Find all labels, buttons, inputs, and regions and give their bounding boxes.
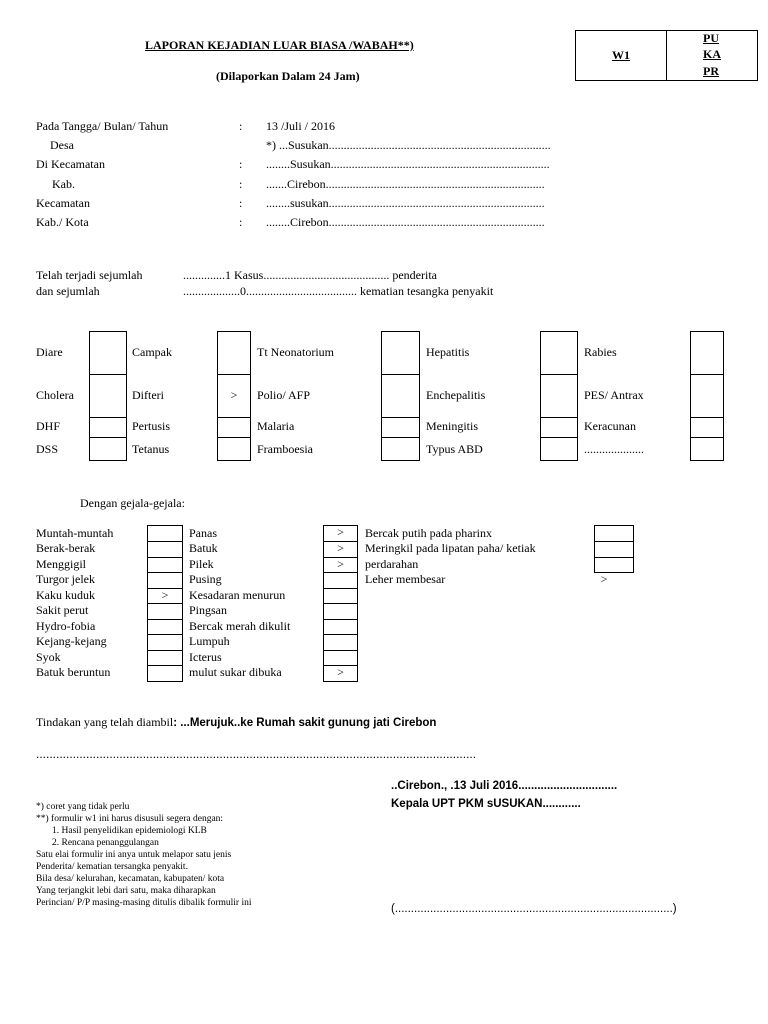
symptom-checkbox[interactable] [147, 557, 183, 573]
symptom-checkbox[interactable] [147, 572, 183, 589]
form-subtitle: (Dilaporkan Dalam 24 Jam) [216, 69, 360, 83]
symptom-label: Leher membesar [365, 572, 446, 586]
symptom-checkbox[interactable] [147, 525, 183, 542]
disease-label: Rabies [584, 345, 617, 359]
form-code-table [575, 30, 758, 81]
disease-label: Diare [36, 345, 63, 359]
info-label-kota: Kab./ Kota [36, 215, 89, 229]
footnote-line: 1. Hasil penyelidikan epidemiologi KLB [52, 826, 207, 836]
check-mark: > [337, 541, 344, 555]
disease-checkbox[interactable] [381, 417, 420, 438]
symptom-label: Pilek [189, 557, 214, 571]
symptom-label: Panas [189, 526, 217, 540]
footnote-line: Bila desa/ kelurahan, kecamatan, kabupaten/ kota [36, 874, 225, 884]
symptom-checkbox[interactable] [323, 588, 358, 604]
info-colon: : [239, 119, 243, 133]
symptom-label: Menggigil [36, 557, 86, 571]
symptom-label: Meringkil pada lipatan paha/ ketiak [365, 541, 536, 555]
footnote-line: *) coret yang tidak perlu [36, 802, 130, 812]
symptom-label: Batuk [189, 541, 218, 555]
disease-label: Tt Neonatorium [257, 345, 334, 359]
disease-checkbox[interactable] [89, 331, 127, 375]
summary-deaths-label: dan sejumlah [36, 284, 100, 298]
disease-checkbox[interactable] [690, 437, 724, 461]
disease-checkbox[interactable] [540, 417, 578, 438]
disease-label: Keracunan [584, 419, 636, 433]
action-dots: .................................................................................................................................... [36, 747, 477, 761]
info-label-kecamatan: Di Kecamatan [36, 157, 105, 171]
info-label-kecamatan-2: Kecamatan [36, 196, 90, 210]
footnote-line: **) formulir w1 ini harus disusuli segera dengan: [36, 814, 224, 824]
disease-label: Campak [132, 345, 172, 359]
summary-cases-value: ..............1 Kasus.......................................... penderita [183, 268, 437, 282]
disease-checkbox[interactable] [540, 331, 578, 375]
disease-label: Tetanus [132, 442, 170, 456]
symptom-checkbox[interactable] [323, 572, 358, 589]
info-value-kab: .......Cirebon......................................................................... [266, 177, 545, 191]
check-mark: > [230, 388, 238, 402]
symptom-checkbox[interactable] [323, 557, 358, 573]
symptom-checkbox[interactable] [323, 665, 358, 682]
code-pr: PR [703, 64, 719, 78]
symptom-checkbox[interactable] [323, 603, 358, 620]
info-value-kecamatan: ........Susukan......................................................................... [266, 157, 550, 171]
disease-label: Polio/ AFP [257, 388, 311, 402]
check-mark: > [337, 525, 344, 539]
symptom-checkbox[interactable] [594, 525, 634, 542]
summary-cases-label: Telah terjadi sejumlah [36, 268, 143, 282]
disease-checkbox[interactable] [217, 374, 251, 418]
symptom-checkbox[interactable] [594, 557, 634, 573]
symptom-checkbox[interactable] [323, 619, 358, 635]
symptom-label: Hydro-fobia [36, 619, 96, 633]
symptom-checkbox[interactable] [323, 541, 358, 558]
form-code: W1 [612, 48, 630, 62]
disease-checkbox[interactable] [540, 437, 578, 461]
disease-checkbox[interactable] [540, 374, 578, 418]
check-mark: > [600, 572, 608, 586]
check-mark: > [337, 557, 344, 571]
info-value-date: 13 /Juli / 2016 [266, 119, 336, 133]
info-label-desa: Desa [50, 138, 74, 152]
info-value-desa: *) ...Susukan.......................................................................... [266, 138, 551, 152]
symptom-checkbox[interactable] [147, 634, 183, 651]
action-label [36, 715, 436, 730]
symptom-checkbox[interactable] [323, 525, 358, 542]
disease-label: Meningitis [426, 419, 479, 433]
disease-label: PES/ Antrax [584, 388, 644, 402]
symptom-label: Bercak putih pada pharinx [365, 526, 492, 540]
symptom-checkbox[interactable] [594, 541, 634, 558]
symptom-label: Sakit perut [36, 603, 89, 617]
info-colon: : [239, 177, 243, 191]
footnote-line: Penderita/ kematian tersangka penyakit. [36, 862, 188, 872]
symptom-checkbox[interactable] [147, 541, 183, 558]
disease-checkbox[interactable] [89, 417, 127, 438]
symptom-label: Lumpuh [189, 634, 230, 648]
info-colon: : [239, 215, 243, 229]
symptom-checkbox[interactable] [147, 603, 183, 620]
symptom-label: Batuk beruntun [36, 665, 111, 679]
disease-checkbox[interactable] [690, 417, 724, 438]
symptom-label: perdarahan [365, 557, 419, 571]
signature-name-line[interactable]: (.......................................................................................) [391, 903, 677, 915]
symptom-label: mulut sukar dibuka [189, 665, 282, 679]
disease-checkbox[interactable] [381, 331, 420, 375]
form-title: LAPORAN KEJADIAN LUAR BIASA /WABAH**) [145, 38, 414, 52]
signature-title: Kepala UPT PKM sUSUKAN............ [391, 798, 581, 810]
disease-checkbox[interactable] [89, 437, 127, 461]
disease-checkbox[interactable] [690, 374, 724, 418]
disease-checkbox[interactable] [217, 417, 251, 438]
disease-label: Malaria [257, 419, 295, 433]
symptom-label: Kejang-kejang [36, 634, 107, 648]
symptom-label: Pingsan [189, 603, 228, 617]
disease-label: Typus ABD [426, 442, 483, 456]
info-value-kota: ........Cirebon........................................................................ [266, 215, 545, 229]
symptom-label: Turgor jelek [36, 572, 96, 586]
symptom-checkbox[interactable] [323, 634, 358, 651]
check-mark: > [337, 665, 344, 679]
footnote-line: 2. Rencana penanggulangan [52, 838, 159, 848]
symptom-checkbox[interactable] [147, 650, 183, 666]
symptom-label: Icterus [189, 650, 222, 664]
symptoms-heading: Dengan gejala-gejala: [80, 496, 185, 510]
symptom-label: Pusing [189, 572, 222, 586]
symptom-label: Muntah-muntah [36, 526, 114, 540]
code-ka: KA [703, 47, 721, 61]
symptom-label: Berak-berak [36, 541, 96, 555]
symptom-checkbox[interactable] [323, 650, 358, 666]
symptom-label: Kesadaran menurun [189, 588, 286, 602]
summary-deaths-value: ...................0..................................... kematian tesangka penyakit [183, 284, 494, 298]
disease-label: DSS [36, 442, 59, 456]
disease-checkbox[interactable] [381, 437, 420, 461]
check-mark: > [161, 588, 169, 602]
symptom-checkbox[interactable] [147, 665, 183, 682]
disease-label: .................... [584, 442, 644, 456]
disease-checkbox[interactable] [690, 331, 724, 375]
disease-checkbox[interactable] [89, 374, 127, 418]
footnote-line: Satu elai formulir ini anya untuk melapor satu jenis [36, 850, 232, 860]
footnote-line: Perincian/ P/P masing-masing ditulis dibalik formulir ini [36, 898, 252, 908]
disease-label: Hepatitis [426, 345, 470, 359]
disease-checkbox[interactable] [381, 374, 420, 418]
info-value-kecamatan-2: ........susukan........................................................................ [266, 196, 545, 210]
info-colon: : [239, 196, 243, 210]
symptom-label: Bercak merah dikulit [189, 619, 291, 633]
disease-checkbox[interactable] [217, 437, 251, 461]
action-label-text: Tindakan yang telah diambil [36, 715, 174, 729]
disease-label: Pertusis [132, 419, 171, 433]
disease-label: Enchepalitis [426, 388, 486, 402]
symptom-checkbox[interactable] [147, 619, 183, 635]
disease-label: Cholera [36, 388, 74, 402]
signature-place-date: ..Cirebon., .13 Juli 2016............................... [391, 780, 618, 792]
info-label-kab: Kab. [52, 177, 75, 191]
info-label-date: Pada Tangga/ Bulan/ Tahun [36, 119, 169, 133]
action-value: : ...Merujuk..ke Rumah sakit gunung jati Cirebon [173, 717, 437, 729]
disease-label: Framboesia [257, 442, 313, 456]
symptom-label: Kaku kuduk [36, 588, 95, 602]
symptom-checkbox[interactable] [147, 588, 183, 604]
symptom-label: Syok [36, 650, 61, 664]
disease-label: Difteri [132, 388, 164, 402]
disease-checkbox[interactable] [217, 331, 251, 375]
footnote-line: Yang terjangkit lebi dari satu, maka diharapkan [36, 886, 216, 896]
disease-label: DHF [36, 419, 61, 433]
info-colon: : [239, 157, 243, 171]
code-pu: PU [703, 31, 719, 45]
